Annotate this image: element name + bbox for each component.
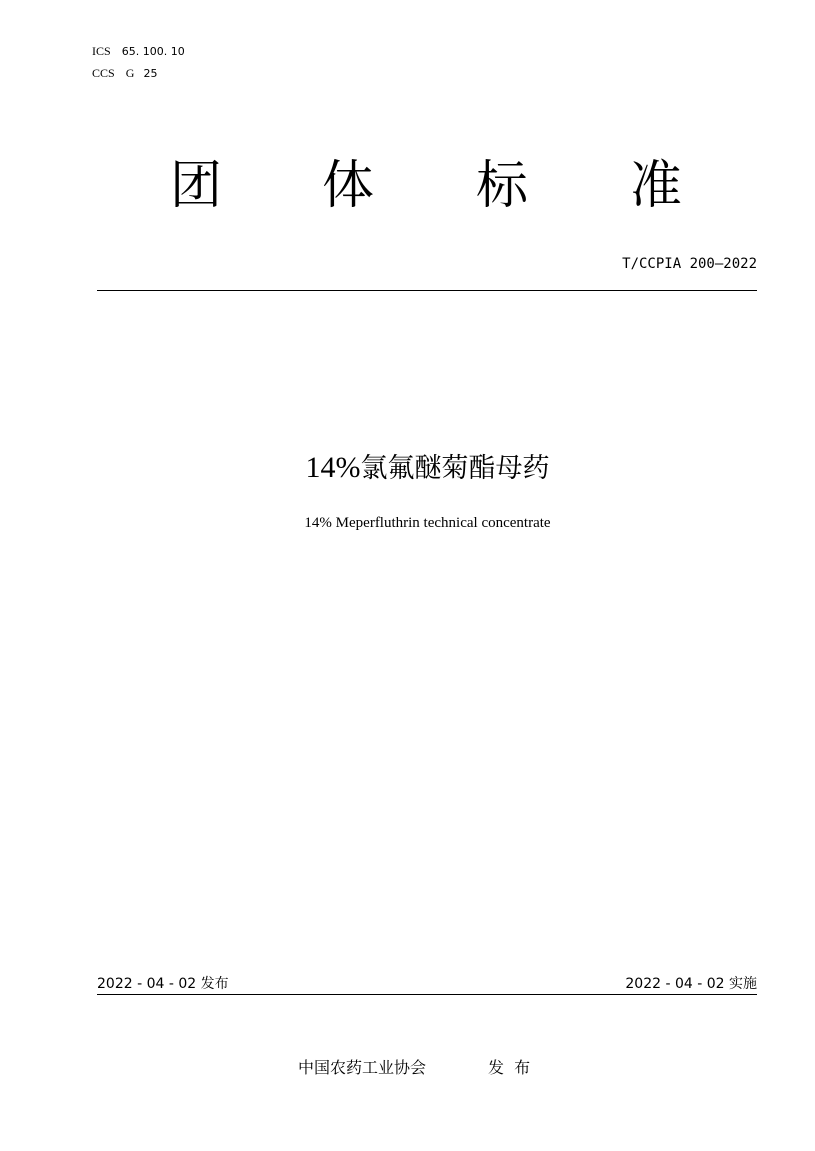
publish-date: 2022 - 04 - 02 发布 <box>97 976 229 992</box>
issuer-action: 发 布 <box>488 1058 531 1077</box>
ccs-number: 25 <box>143 67 158 80</box>
footer-rule <box>97 994 757 995</box>
issuer-name: 中国农药工业协会 <box>298 1058 427 1077</box>
header-char-2: 体 <box>322 156 375 216</box>
ics-code: 65. 100. 10 <box>121 45 185 58</box>
title-cn-prefix: 14% <box>305 451 361 484</box>
header-char-1: 团 <box>170 156 223 216</box>
ccs-line <box>92 62 158 81</box>
header-rule <box>97 290 757 291</box>
ccs-label: CCS <box>92 66 115 80</box>
ics-label: ICS <box>92 44 111 58</box>
header-char-3: 标 <box>476 156 529 216</box>
title-cn <box>0 446 815 485</box>
standard-number: T/CCPIA 200—2022 <box>622 256 757 272</box>
title-en: 14% Meperfluthrin technical concentrate <box>304 515 551 531</box>
ccs-letter: G <box>125 66 135 80</box>
title-cn-main: 氯氟醚菊酯母药 <box>360 453 550 484</box>
implement-date: 2022 - 04 - 02 实施 <box>625 976 757 992</box>
ics-line <box>92 40 185 59</box>
header-char-4: 准 <box>630 156 683 216</box>
